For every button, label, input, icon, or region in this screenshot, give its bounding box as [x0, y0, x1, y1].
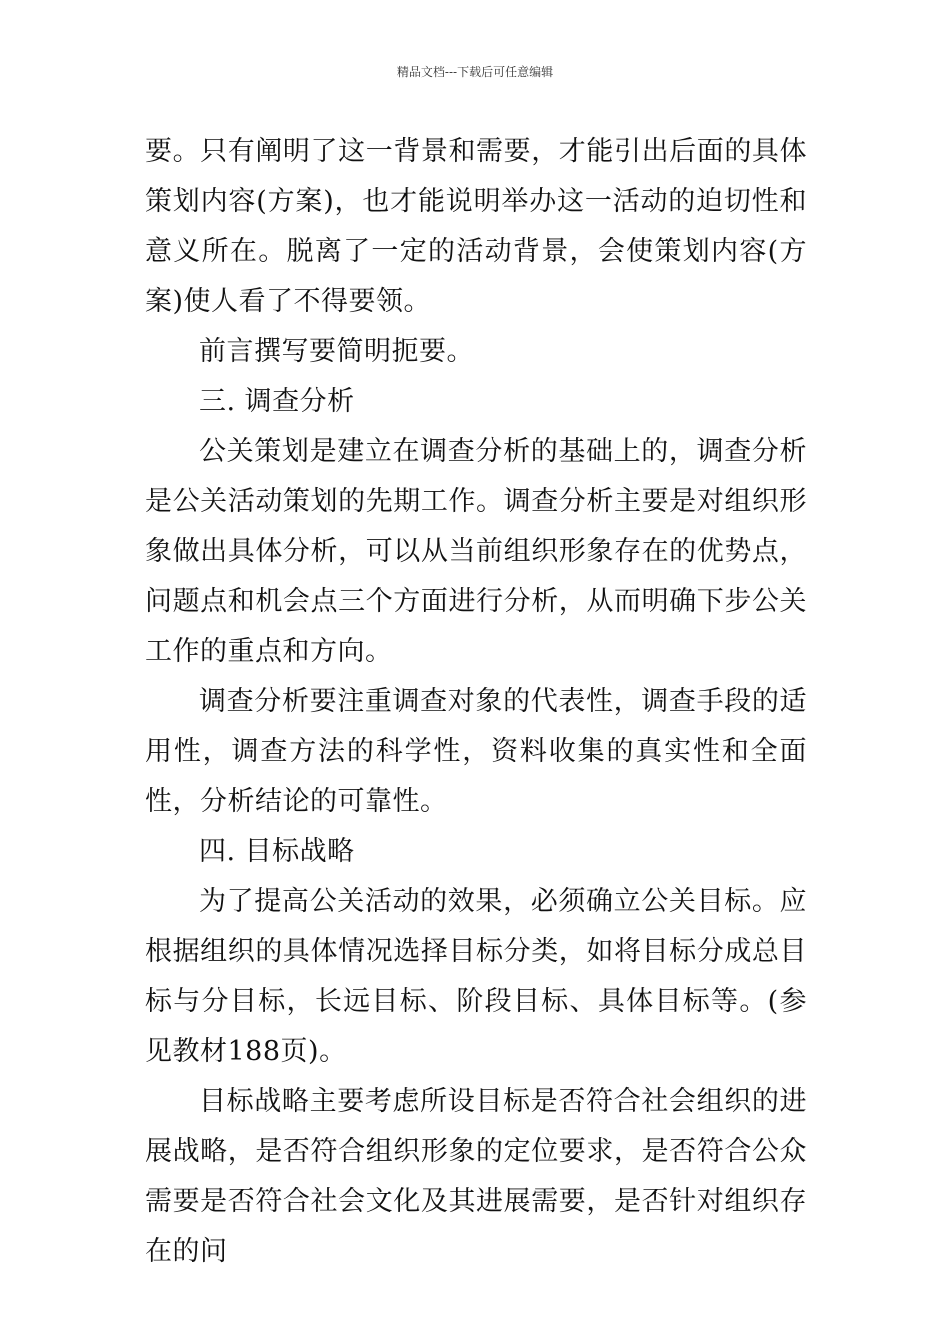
section-heading-survey: 三. 调查分析 — [199, 386, 355, 417]
paragraph-continuation: 要。只有阐明了这一背景和需要，才能引出后面的具体策划内容(方案)，也才能说明举办这一活动的迫切性和意义所在。脱离了一定的活动背景，会使策划内容(方案)使人看了不得要领。 — [145, 136, 807, 317]
paragraph-survey-requirements: 调查分析要注重调查对象的代表性，调查手段的适用性，调查方法的科学性，资料收集的真实性和全面性，分析结论的可靠性。 — [145, 686, 807, 817]
paragraph-strategy-goals: 为了提高公关活动的效果，必须确立公关目标。应根据组织的具体情况选择目标分类，如将目标分成总目标与分目标，长远目标、阶段目标、具体目标等。(参见教材188页)。 — [145, 886, 807, 1067]
page-header: 精品文档---下载后可任意编辑 — [396, 65, 554, 79]
document-body — [145, 127, 807, 1277]
paragraph-strategy-considerations: 目标战略主要考虑所设目标是否符合社会组织的进展战略，是否符合组织形象的定位要求，是否符合公众需要是否符合社会文化及其进展需要，是否针对组织存在的问 — [145, 1086, 807, 1267]
paragraph-survey-intro: 公关策划是建立在调查分析的基础上的，调查分析是公关活动策划的先期工作。调查分析主要是对组织形象做出具体分析，可以从当前组织形象存在的优势点，问题点和机会点三个方面进行分析，从而明确下步公关工作的重点和方向。 — [145, 436, 807, 667]
paragraph-preface-note: 前言撰写要简明扼要。 — [199, 336, 474, 367]
section-heading-strategy: 四. 目标战略 — [199, 836, 355, 867]
